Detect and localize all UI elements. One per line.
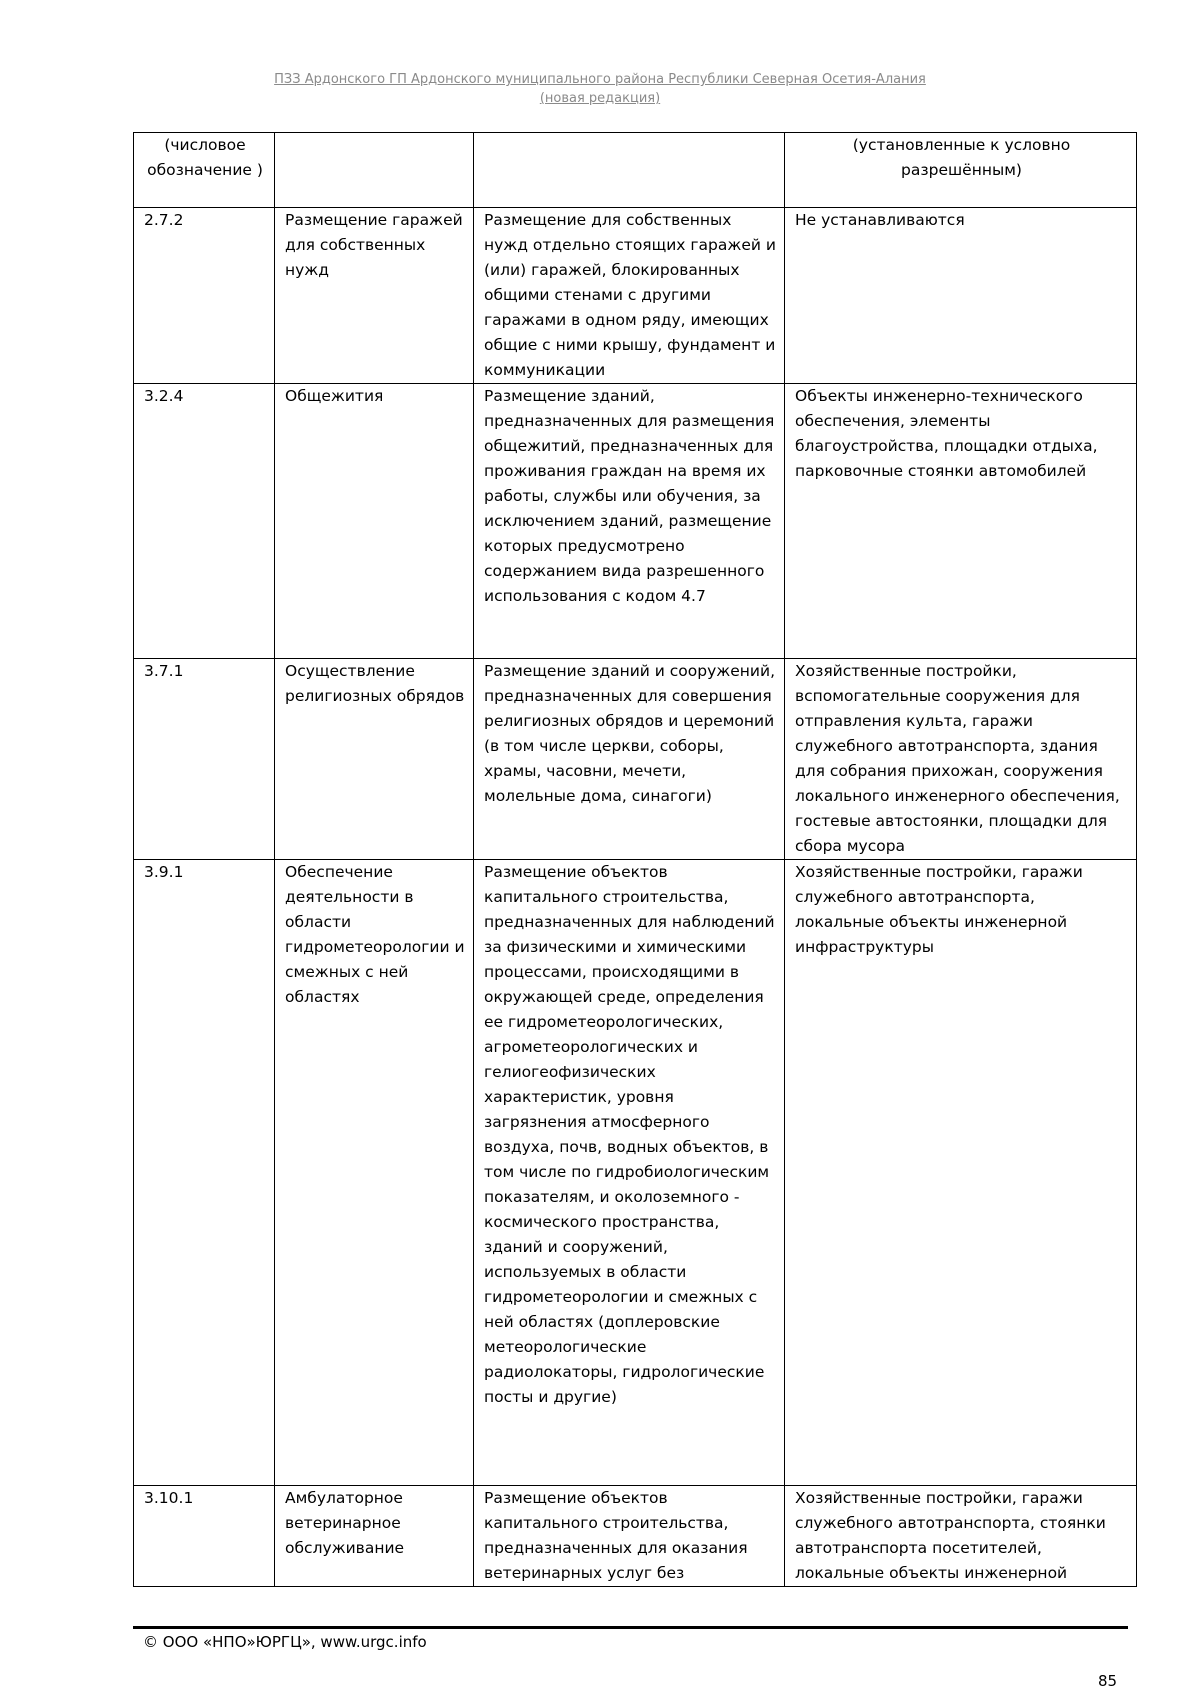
row-auxiliary-cell: Хозяйственные постройки, гаражи служебного автотранспорта, локальные объекты инженерной инфраструктуры [785, 860, 1137, 1486]
land-use-table [133, 132, 1137, 1587]
table-header-cell-description [474, 133, 785, 208]
row-name-cell: Амбулаторное ветеринарное обслуживание [275, 1486, 474, 1587]
page-header [0, 70, 1200, 108]
row-code-cell: 3.2.4 [134, 384, 275, 659]
row-description-cell: Размещение зданий и сооружений, предназначенных для совершения религиозных обрядов и церемоний (в том числе церкви, соборы, храмы, часовни, мечети, молельные дома, синагоги) [474, 659, 785, 860]
table-row [134, 1486, 1137, 1587]
row-code-cell: 3.10.1 [134, 1486, 275, 1587]
footer-copyright: © ООО «НПО»ЮРГЦ», www.urgc.info [143, 1633, 427, 1651]
row-description-cell: Размещение зданий, предназначенных для размещения общежитий, предназначенных для проживания граждан на время их работы, службы или обучения, за исключением зданий, размещение которых предусмотрено содержанием вида разрешенного использования с кодом 4.7 [474, 384, 785, 659]
row-auxiliary-cell: Объекты инженерно-технического обеспечения, элементы благоустройства, площадки отдыха, парковочные стоянки автомобилей [785, 384, 1137, 659]
footer-divider [133, 1626, 1128, 1629]
row-auxiliary-cell: Не устанавливаются [785, 208, 1137, 384]
row-description-cell: Размещение объектов капитального строительства, предназначенных для наблюдений за физическими и химическими процессами, происходящими в окружающей среде, определения ее гидрометеорологических, агрометеорологических и гелиогеофизических характеристик, уровня загрязнения атмосферного воздуха, почв, водных объектов, в том числе по гидробиологическим показателям, и околоземного - космического пространства, зданий и сооружений, используемых в области гидрометеорологии и смежных с ней областях (доплеровские метеорологические радиолокаторы, гидрологические посты и другие) [474, 860, 785, 1486]
row-name-cell: Обеспечение деятельности в области гидрометеорологии и смежных с ней областях [275, 860, 474, 1486]
row-description-cell: Размещение объектов капитального строительства, предназначенных для оказания ветеринарных услуг без [474, 1486, 785, 1587]
row-code-cell: 3.9.1 [134, 860, 275, 1486]
row-description-cell: Размещение для собственных нужд отдельно стоящих гаражей и (или) гаражей, блокированных общими стенами с другими гаражами в одном ряду, имеющих общие с ними крышу, фундамент и коммуникации [474, 208, 785, 384]
row-name-cell: Общежития [275, 384, 474, 659]
table-row [134, 659, 1137, 860]
table-row [134, 384, 1137, 659]
row-name-cell: Осуществление религиозных обрядов [275, 659, 474, 860]
row-code-cell: 3.7.1 [134, 659, 275, 860]
header-subtitle: (новая редакция) [539, 91, 661, 106]
table-header-cell-code: (числовое обозначение ) [134, 133, 275, 208]
row-code-cell: 2.7.2 [134, 208, 275, 384]
table-header-cell-name [275, 133, 474, 208]
table-row [134, 208, 1137, 384]
header-title: ПЗЗ Ардонского ГП Ардонского муниципального района Республики Северная Осетия-Алания [274, 72, 926, 87]
row-auxiliary-cell: Хозяйственные постройки, вспомогательные сооружения для отправления культа, гаражи служебного автотранспорта, здания для собрания прихожан, сооружения локального инженерного обеспечения, гостевые автостоянки, площадки для сбора мусора [785, 659, 1137, 860]
page-number: 85 [1098, 1672, 1118, 1690]
row-name-cell: Размещение гаражей для собственных нужд [275, 208, 474, 384]
row-auxiliary-cell: Хозяйственные постройки, гаражи служебного автотранспорта, стоянки автотранспорта посетителей, локальные объекты инженерной [785, 1486, 1137, 1587]
table-continuation-header-row [134, 133, 1137, 208]
table-header-cell-auxiliary: (установленные к условно разрешённым) [785, 133, 1137, 208]
table-row [134, 860, 1137, 1486]
